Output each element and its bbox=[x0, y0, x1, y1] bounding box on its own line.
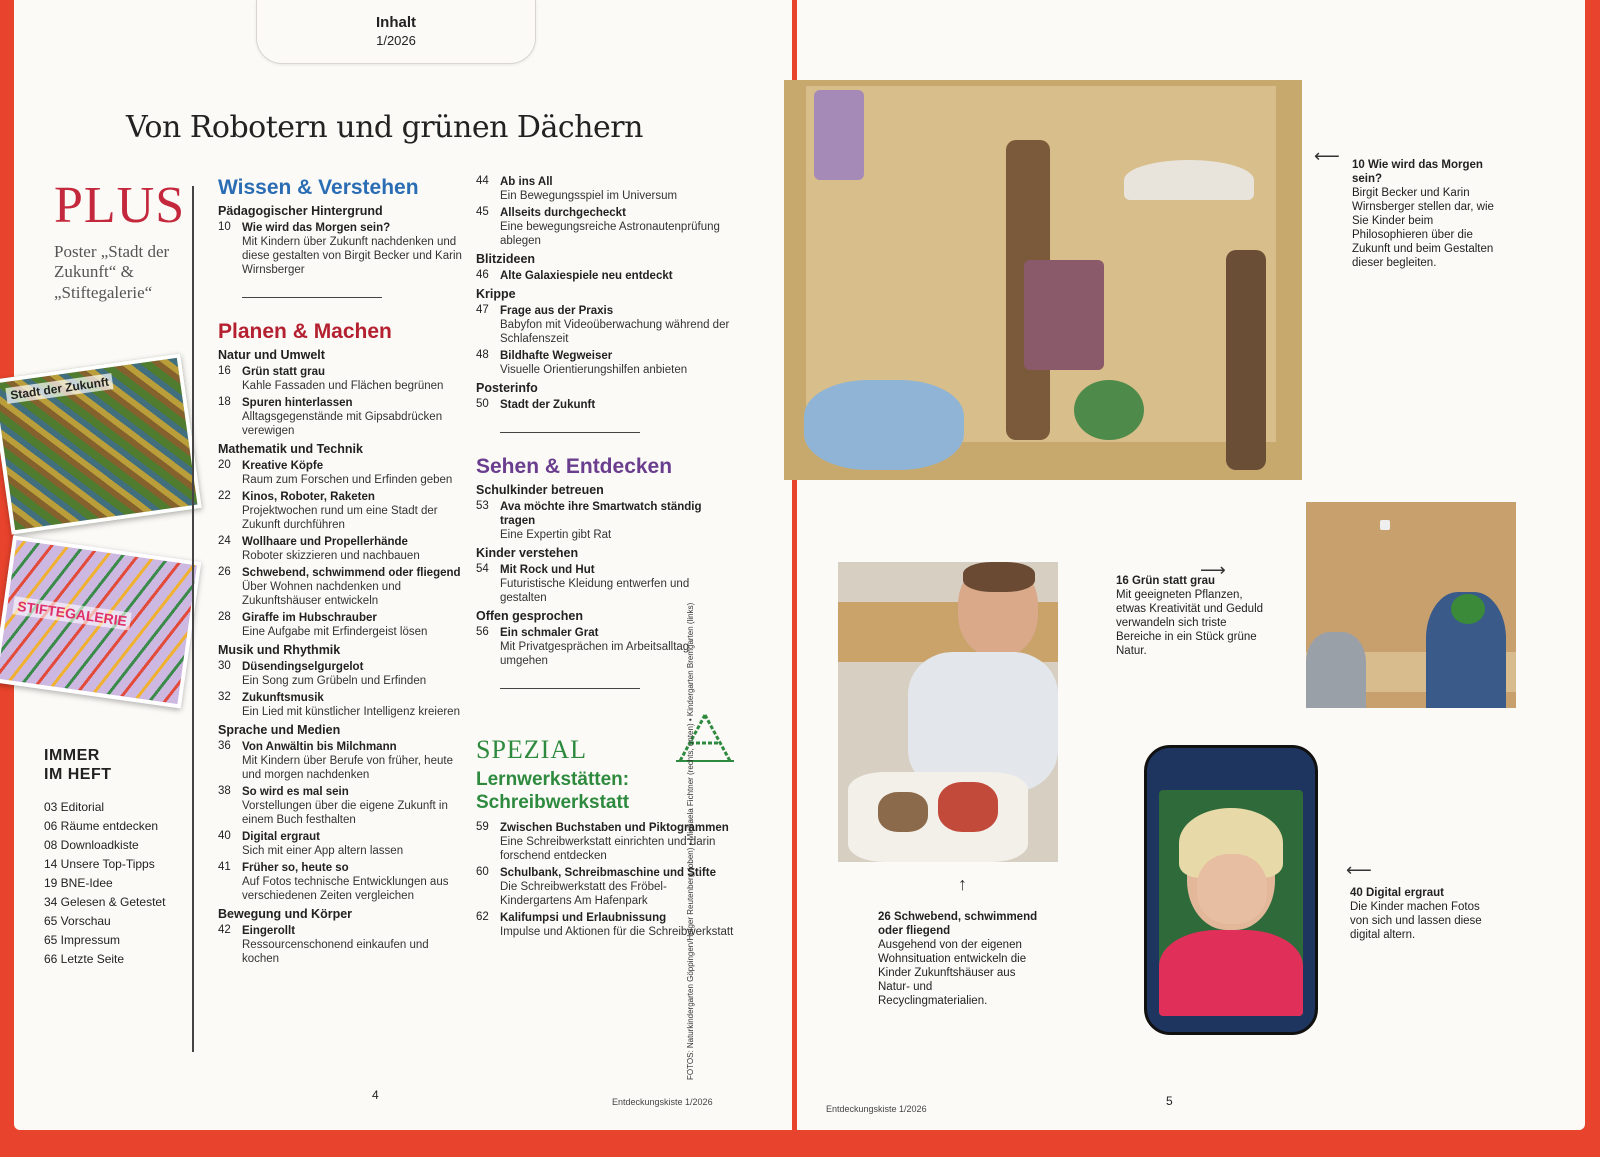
toc-entry[interactable]: 46 Alte Galaxiespiele neu entdeckt bbox=[476, 269, 673, 282]
section-title-sehen: Sehen & Entdecken bbox=[476, 455, 673, 478]
toc-entry[interactable]: 28 Giraffe im Hubschrauber Eine Aufgabe mit Erfindergeist lösen bbox=[218, 611, 428, 638]
left-page-number: 4 bbox=[372, 1088, 379, 1102]
toc-entry[interactable]: 47 Frage aus der Praxis Babyfon mit Videoüberwachung während der Schlafenszeit bbox=[476, 304, 730, 345]
toc-entry[interactable]: 18 Spuren hinterlassen Alltagsgegenstände mit Gipsabdrücken verewigen bbox=[218, 396, 443, 437]
list-item[interactable]: 66 Letzte Seite bbox=[44, 952, 125, 967]
toc-entry[interactable]: 41 Früher so, heute so Auf Fotos technische Entwicklungen aus verschiedenen Zeiten vergleichen bbox=[218, 861, 449, 902]
toc-entry[interactable]: 32 Zukunftsmusik Ein Lied mit künstlicher Intelligenz kreieren bbox=[218, 691, 460, 718]
toc-entry[interactable]: 42 Eingerollt Ressourcenschonend einkaufen und kochen bbox=[218, 924, 429, 965]
plus-text: Poster „Stadt der Zukunft“ & „Stiftegalerie“ bbox=[54, 242, 170, 302]
toc-entry[interactable]: 45 Allseits durchgecheckt Eine bewegungsreiche Astronautenprüfung ablegen bbox=[476, 206, 720, 247]
toc-entry[interactable]: 59 Zwischen Buchstaben und Piktogrammen Eine Schreibwerkstatt einrichten und darin forschend entdecken bbox=[476, 820, 729, 862]
toc-entry[interactable]: 53 Ava möchte ihre Smartwatch ständig tragen Eine Expertin gibt Rat bbox=[476, 500, 702, 541]
toc-entry[interactable]: 30 Düsendingselgurgelot Ein Song zum Grübeln und Erfinden bbox=[218, 660, 427, 687]
boy-shirt bbox=[908, 652, 1058, 792]
category-heading: Schulkinder betreuen bbox=[476, 483, 604, 497]
spezial-label: SPEZIAL bbox=[476, 735, 587, 764]
category-heading: Krippe bbox=[476, 287, 516, 301]
phone-screen bbox=[1159, 790, 1303, 1016]
right-footer: Entdeckungskiste 1/2026 bbox=[826, 1104, 927, 1114]
roof-drawing bbox=[1124, 160, 1254, 200]
toc-entry[interactable]: 20 Kreative Köpfe Raum zum Forschen und Erfinden geben bbox=[218, 459, 453, 486]
category-heading: Posterinfo bbox=[476, 381, 538, 395]
category-heading: Musik und Rhythmik bbox=[218, 643, 341, 657]
section-title-planen: Planen & Machen bbox=[218, 320, 392, 343]
category-heading: Bewegung und Körper bbox=[218, 907, 353, 921]
tree-drawing bbox=[1226, 250, 1266, 470]
list-item[interactable]: 08 Downloadkiste bbox=[44, 838, 139, 853]
divider-line bbox=[192, 186, 194, 1052]
caption-26: 26 Schwebend, schwimmend oder fliegend Ausgehend von der eigenen Wohnsituation entwickeln die Kinder Zukunftshäuser aus Natur- und Recyclingmaterialien. bbox=[878, 911, 1038, 1007]
contents-tab bbox=[256, 0, 536, 64]
phone-aged-photo bbox=[1144, 745, 1318, 1035]
toc-column-1 bbox=[218, 176, 468, 966]
list-item[interactable]: 65 Vorschau bbox=[44, 914, 111, 929]
pink-dress bbox=[1159, 930, 1303, 1016]
arrow-right-icon: ⟶ bbox=[1200, 560, 1226, 580]
list-item[interactable]: 19 BNE-Idee bbox=[44, 876, 113, 891]
letter-a-icon bbox=[674, 711, 736, 765]
toc-entry[interactable]: 38 So wird es mal sein Vorstellungen über die eigene Zukunft in einem Buch festhalten bbox=[218, 785, 448, 826]
list-item[interactable]: 06 Räume entdecken bbox=[44, 819, 159, 834]
toc-entry[interactable]: 50 Stadt der Zukunft bbox=[476, 398, 596, 411]
category-heading: Sprache und Medien bbox=[218, 723, 341, 737]
separator bbox=[242, 297, 382, 298]
wall-note bbox=[1380, 520, 1390, 530]
child-left bbox=[1306, 632, 1366, 708]
list-item[interactable]: 14 Unsere Top-Tipps bbox=[44, 857, 155, 872]
category-heading: Natur und Umwelt bbox=[218, 348, 325, 362]
toc-entry[interactable]: 54 Mit Rock und Hut Futuristische Kleidung entwerfen und gestalten bbox=[476, 563, 690, 604]
tab-title: Inhalt bbox=[376, 14, 416, 31]
toc-entry[interactable]: 22 Kinos, Roboter, Raketen Projektwochen rund um eine Stadt der Zukunft durchführen bbox=[218, 490, 438, 531]
list-item[interactable]: 34 Gelesen & Getestet bbox=[44, 895, 166, 910]
poster-stiftegalerie bbox=[0, 535, 201, 708]
poster1-label: Stadt der Zukunft bbox=[5, 373, 114, 404]
toc-entry[interactable]: 26 Schwebend, schwimmend oder fliegend Über Wohnen nachdenken und Zukunftshäuser entwickeln bbox=[218, 566, 461, 607]
toc-entry[interactable]: 48 Bildhafte Wegweiser Visuelle Orientierungshilfen anbieten bbox=[476, 349, 688, 376]
spezial-header bbox=[476, 711, 736, 765]
separator bbox=[500, 432, 640, 433]
spezial-title: Lernwerkstätten: Schreibwerkstatt bbox=[476, 769, 630, 813]
face-front bbox=[1197, 854, 1267, 924]
toc-column-2 bbox=[476, 172, 736, 939]
boy-hair bbox=[963, 562, 1035, 592]
category-heading: Kinder verstehen bbox=[476, 546, 579, 560]
category-heading: Offen gesprochen bbox=[476, 609, 583, 623]
immer-title: IMMER IM HEFT bbox=[44, 747, 112, 784]
caption-40: 40 Digital ergraut Die Kinder machen Fotos von sich und lassen diese digital altern. bbox=[1350, 887, 1482, 941]
right-page-number: 5 bbox=[1166, 1094, 1173, 1108]
page-headline: Von Robotern und grünen Dächern bbox=[126, 110, 643, 145]
tab-issue: 1/2026 bbox=[376, 33, 416, 48]
toc-entry[interactable]: 56 Ein schmaler Grat Mit Privatgesprächen im Arbeitsalltag umgehen bbox=[476, 626, 690, 667]
list-item[interactable]: 03 Editorial bbox=[44, 800, 105, 815]
toc-entry[interactable]: 62 Kalifumpsi und Erlaubnissung Impulse und Aktionen für die Schreibwerkstatt bbox=[476, 910, 734, 938]
photo-credits: FOTOS: Naturkindergarten Göppingen/Holger Reutenberg (oben) • Michaela Fichtner (rechts, unten) • Kindergarten Bremgarten (links) bbox=[686, 602, 695, 1080]
poster-stadt-der-zukunft bbox=[0, 353, 202, 534]
toc-entry[interactable]: 36 Von Anwältin bis Milchmann Mit Kindern über Berufe von früher, heute und morgen nachdenken bbox=[218, 740, 453, 781]
toc-entry[interactable]: 16 Grün statt grau Kahle Fassaden und Flächen begrünen bbox=[218, 365, 444, 392]
arrow-left-icon: ⟵ bbox=[1346, 860, 1372, 880]
photo-boy-drawing bbox=[838, 562, 1058, 862]
section-title-wissen: Wissen & Verstehen bbox=[218, 176, 419, 199]
separator bbox=[500, 688, 640, 689]
drawn-house bbox=[878, 792, 928, 832]
toc-entry[interactable]: 60 Schulbank, Schreibmaschine und Stifte Die Schreibwerkstatt des Fröbel-Kindergartens Am Hafenpark bbox=[476, 865, 716, 907]
category-heading: Mathematik und Technik bbox=[218, 442, 363, 456]
water-drawing bbox=[804, 380, 964, 470]
toc-entry[interactable]: 24 Wollhaare und Propellerhände Roboter skizzieren und nachbauen bbox=[218, 535, 420, 562]
immer-list bbox=[44, 798, 214, 969]
house-drawing bbox=[814, 90, 864, 180]
toc-entry[interactable]: 10 Wie wird das Morgen sein? Mit Kindern über Zukunft nachdenken und diese gestalten von Birgit Becker und Karin Wirnsberger bbox=[218, 221, 462, 276]
plus-box bbox=[54, 177, 204, 303]
drawn-house bbox=[938, 782, 998, 832]
toc-entry[interactable]: 40 Digital ergraut Sich mit einer App altern lassen bbox=[218, 830, 404, 857]
left-footer: Entdeckungskiste 1/2026 bbox=[612, 1097, 713, 1107]
photo-children-bench bbox=[1306, 502, 1516, 708]
caption-10: 10 Wie wird das Morgen sein? Birgit Becker und Karin Wirnsberger stellen dar, wie Sie Kinder beim Philosophieren über die Zukunft und beim Gestalten dieser begleiten. bbox=[1352, 159, 1494, 269]
arrow-left-icon: ⟵ bbox=[1314, 146, 1340, 166]
caption-16: 16 Grün statt grau Mit geeigneten Pflanzen, etwas Kreativität und Geduld verwandeln sich triste Bereiche in ein Stück grüne Natur. bbox=[1116, 575, 1264, 657]
plus-word: PLUS bbox=[54, 177, 186, 234]
category-heading: Pädagogischer Hintergrund bbox=[218, 204, 383, 218]
house-drawing bbox=[1024, 260, 1104, 370]
arrow-up-icon: ↑ bbox=[958, 874, 967, 894]
list-item[interactable]: 65 Impressum bbox=[44, 933, 121, 948]
category-heading: Blitzideen bbox=[476, 252, 536, 266]
bush-drawing bbox=[1074, 380, 1144, 440]
toc-entry[interactable]: 44 Ab ins All Ein Bewegungsspiel im Universum bbox=[476, 175, 678, 202]
immer-im-heft bbox=[44, 746, 214, 969]
photo-city-collage bbox=[784, 80, 1302, 480]
child-hat bbox=[1451, 594, 1485, 624]
poster2-label: STIFTEGALERIE bbox=[12, 596, 132, 630]
